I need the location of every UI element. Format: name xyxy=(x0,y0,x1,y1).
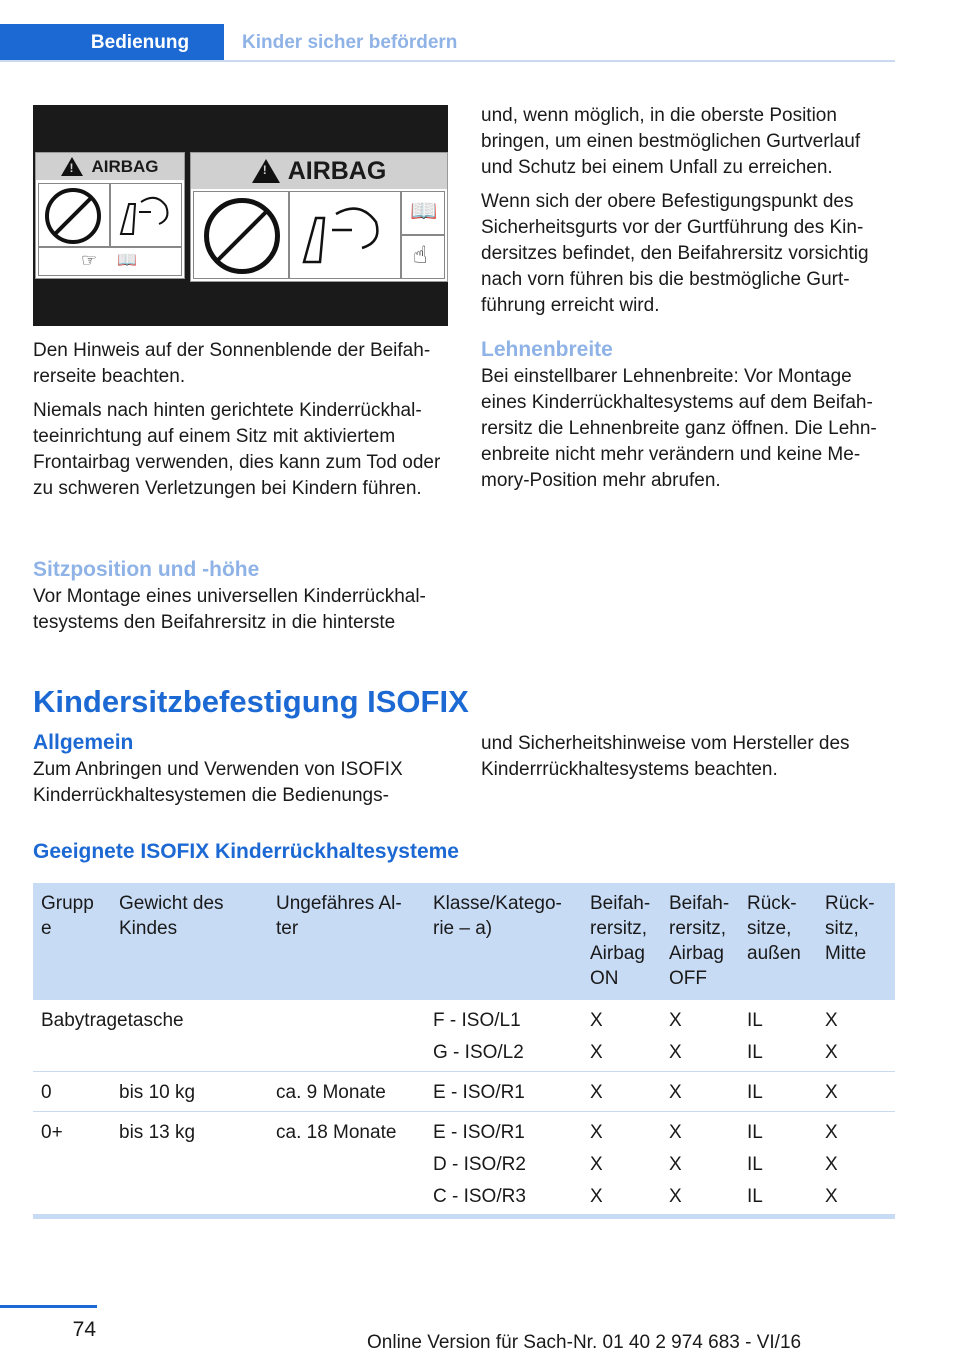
cell-line: X xyxy=(825,1082,838,1103)
section-heading-isofix: Kindersitzbefestigung ISOFIX xyxy=(33,684,469,719)
cell-line: F - ISO/L1 xyxy=(433,1010,521,1031)
table-cell-airbag-off xyxy=(661,1000,739,1072)
cell-line: X xyxy=(590,1082,603,1103)
left-column-seat-position xyxy=(33,556,448,644)
cell-line: X xyxy=(825,1186,838,1207)
table-header-cell: Gewicht des Kindes xyxy=(111,883,268,1000)
cell-line: X xyxy=(590,1122,603,1143)
cell-line: IL xyxy=(747,1122,763,1143)
table-cell-class xyxy=(425,1112,582,1216)
table-cell-group: Babytragetasche xyxy=(33,1000,425,1072)
table-row xyxy=(33,1112,895,1216)
table-cell-rear-middle xyxy=(817,1000,895,1072)
table-heading: Geeignete ISOFIX Kinderrückhaltesysteme xyxy=(33,840,459,863)
table-cell-airbag-off xyxy=(661,1112,739,1216)
table-header-cell: Beifah‐rersitz, Airbag OFF xyxy=(661,883,739,1000)
table-cell-airbag-on xyxy=(582,1072,661,1112)
prohibited-child-seat-icon xyxy=(45,188,101,244)
cell-line: G - ISO/L2 xyxy=(433,1042,524,1063)
paragraph-allgemein-left: Zum Anbringen und Verwenden von ISOFIX Kinderrückhaltesystemen die Bedienungs- xyxy=(33,759,403,806)
table-header-row xyxy=(33,883,895,1000)
allgemein-right xyxy=(481,731,896,791)
cell-line: IL xyxy=(747,1154,763,1175)
table-cell-airbag-on xyxy=(582,1112,661,1216)
table-header-cell: Rück‐sitze, außen xyxy=(739,883,817,1000)
table-cell-rear-outer xyxy=(739,1112,817,1216)
cell-line: IL xyxy=(747,1082,763,1103)
online-version-note: Online Version für Sach-Nr. 01 40 2 974 683 - VI/16 xyxy=(367,1332,802,1353)
table-cell-age: ca. 18 Monate xyxy=(276,1122,397,1143)
paragraph-top-position: und, wenn möglich, in die oberste Position bringen, um einen bestmöglichen Gurtverlauf und Schutz bei einem Unfall zu erreichen. xyxy=(481,105,861,178)
cell-line: X xyxy=(590,1042,603,1063)
table-row xyxy=(33,1000,895,1072)
manual-cell-large xyxy=(401,191,445,235)
left-column-top xyxy=(33,338,448,510)
table-cell-rear-middle xyxy=(817,1072,895,1112)
cell-line: X xyxy=(590,1154,603,1175)
prohibited-child-seat-icon xyxy=(204,198,280,274)
manual-book-icon: 📖 xyxy=(117,252,137,269)
table-cell-rear-outer xyxy=(739,1000,817,1072)
header-tab-bedienung[interactable]: Bedienung xyxy=(0,24,224,62)
table-cell-weight: bis 13 kg xyxy=(119,1122,196,1143)
subheading-sitzposition: Sitzposition und -höhe xyxy=(33,558,260,581)
cell-line: IL xyxy=(747,1186,763,1207)
table-cell-rear-outer xyxy=(739,1072,817,1112)
seat-cell-small xyxy=(38,183,110,247)
airbag-warning-figure xyxy=(33,105,448,326)
seat-cell-large xyxy=(193,191,289,279)
right-column-top xyxy=(481,103,896,327)
pointing-hand-icon: ☝ xyxy=(413,242,428,269)
table-cell-group: 0+ xyxy=(41,1122,63,1143)
footer-rule xyxy=(0,1305,97,1308)
paragraph-warning: Niemals nach hinten gerichtete Kinderrückhal‐teeinrichtung auf einem Sitz mit aktiviertem Frontairbag verwenden, dies kann zum Tod oder zu schweren Verletzungen bei Kindern führen. xyxy=(33,400,441,499)
warning-triangle-icon xyxy=(61,157,83,176)
table-cell-group: 0 xyxy=(33,1072,111,1112)
allgemein-left xyxy=(33,729,448,817)
table-header-cell: Klasse/Katego‐rie – a) xyxy=(425,883,582,1000)
airbag-label-small-text: AIRBAG xyxy=(91,156,159,176)
table-cell-rear-middle xyxy=(817,1112,895,1216)
table-row xyxy=(33,1072,895,1112)
page-number: 74 xyxy=(72,1318,96,1341)
subheading-allgemein: Allgemein xyxy=(33,731,134,754)
manual-book-icon: 📖 xyxy=(410,198,438,223)
manual-hint-cell-small xyxy=(38,247,182,276)
table-cell-airbag-on xyxy=(582,1000,661,1072)
paragraph-backrest-width: Bei einstellbarer Lehnenbreite: Vor Montage eines Kinderrückhaltesystems auf dem Beifah‐rersitz die Lehnenbreite ganz öffnen. Die Lehn‐enbreite nicht mehr verändern und keine Me‐mory-Position mehr abrufen. xyxy=(481,366,877,491)
isofix-table xyxy=(33,883,895,1215)
airbag-label-large-text: AIRBAG xyxy=(287,156,387,185)
paragraph-seat-position: Vor Montage eines universellen Kinderrückhal‐tesystems den Beifahrersitz in die hinterste xyxy=(33,586,426,633)
cell-line: X xyxy=(590,1186,603,1207)
page-header xyxy=(0,0,960,62)
table-header-cell: Beifah‐rersitz, Airbag ON xyxy=(582,883,661,1000)
table-cell-class xyxy=(425,1000,582,1072)
airbag-label-large-title xyxy=(191,153,447,189)
cell-line: X xyxy=(669,1122,682,1143)
pointing-hand-icon: ☞ xyxy=(81,250,98,270)
paragraph-belt-point: Wenn sich der obere Befestigungspunkt des Sicherheitsgurts vor der Gurtführung des Kin‐dersitzes befindet, den Beifahrersitz vorsichtig nach vorn führen bis die bestmögliche Gurt‐führung erreicht wird. xyxy=(481,191,869,316)
subheading-lehnenbreite: Lehnenbreite xyxy=(481,338,613,361)
table-cell-age: ca. 9 Monate xyxy=(268,1072,425,1112)
right-column-backrest xyxy=(481,336,896,502)
warning-triangle-icon xyxy=(252,159,280,183)
cell-line: X xyxy=(825,1154,838,1175)
airbag-deploy-cell-large xyxy=(289,191,401,279)
cell-line: X xyxy=(590,1010,603,1031)
cell-line: X xyxy=(825,1122,838,1143)
airbag-deploy-icon xyxy=(290,192,400,278)
table-bottom-rule xyxy=(33,1214,895,1219)
cell-line: X xyxy=(825,1010,838,1031)
airbag-deploy-cell-small xyxy=(110,183,182,247)
cell-line: D - ISO/R2 xyxy=(433,1154,526,1175)
table-cell-airbag-off xyxy=(661,1072,739,1112)
airbag-deploy-icon xyxy=(111,184,181,246)
table-header-cell: Rück‐sitz, Mitte xyxy=(817,883,895,1000)
paragraph-allgemein-right: und Sicherheitshinweise vom Hersteller des Kinderrrückhaltesystems beachten. xyxy=(481,733,850,780)
cell-line: X xyxy=(669,1154,682,1175)
hand-cell-large xyxy=(401,235,445,279)
cell-line: C - ISO/R3 xyxy=(433,1186,526,1207)
airbag-label-large xyxy=(190,152,448,282)
paragraph-sunvisor: Den Hinweis auf der Sonnenblende der Beifah‐rerseite beachten. xyxy=(33,340,431,387)
table-header-cell: Grupp e xyxy=(33,883,111,1000)
cell-line: E - ISO/R1 xyxy=(433,1122,525,1143)
cell-line: X xyxy=(825,1042,838,1063)
cell-line: X xyxy=(669,1010,682,1031)
cell-line: X xyxy=(669,1082,682,1103)
header-tab-kinder-sicher-befoerdern[interactable]: Kinder sicher befördern xyxy=(242,32,458,53)
cell-line: E - ISO/R1 xyxy=(433,1082,525,1103)
airbag-label-small xyxy=(35,152,185,279)
table-header-cell: Ungefähres Al‐ter xyxy=(268,883,425,1000)
cell-line: IL xyxy=(747,1010,763,1031)
airbag-label-small-title xyxy=(36,153,184,180)
cell-line: X xyxy=(669,1042,682,1063)
cell-line: IL xyxy=(747,1042,763,1063)
table-cell-weight: bis 10 kg xyxy=(111,1072,268,1112)
cell-line: X xyxy=(669,1186,682,1207)
header-divider xyxy=(0,60,895,62)
table-cell-class xyxy=(425,1072,582,1112)
